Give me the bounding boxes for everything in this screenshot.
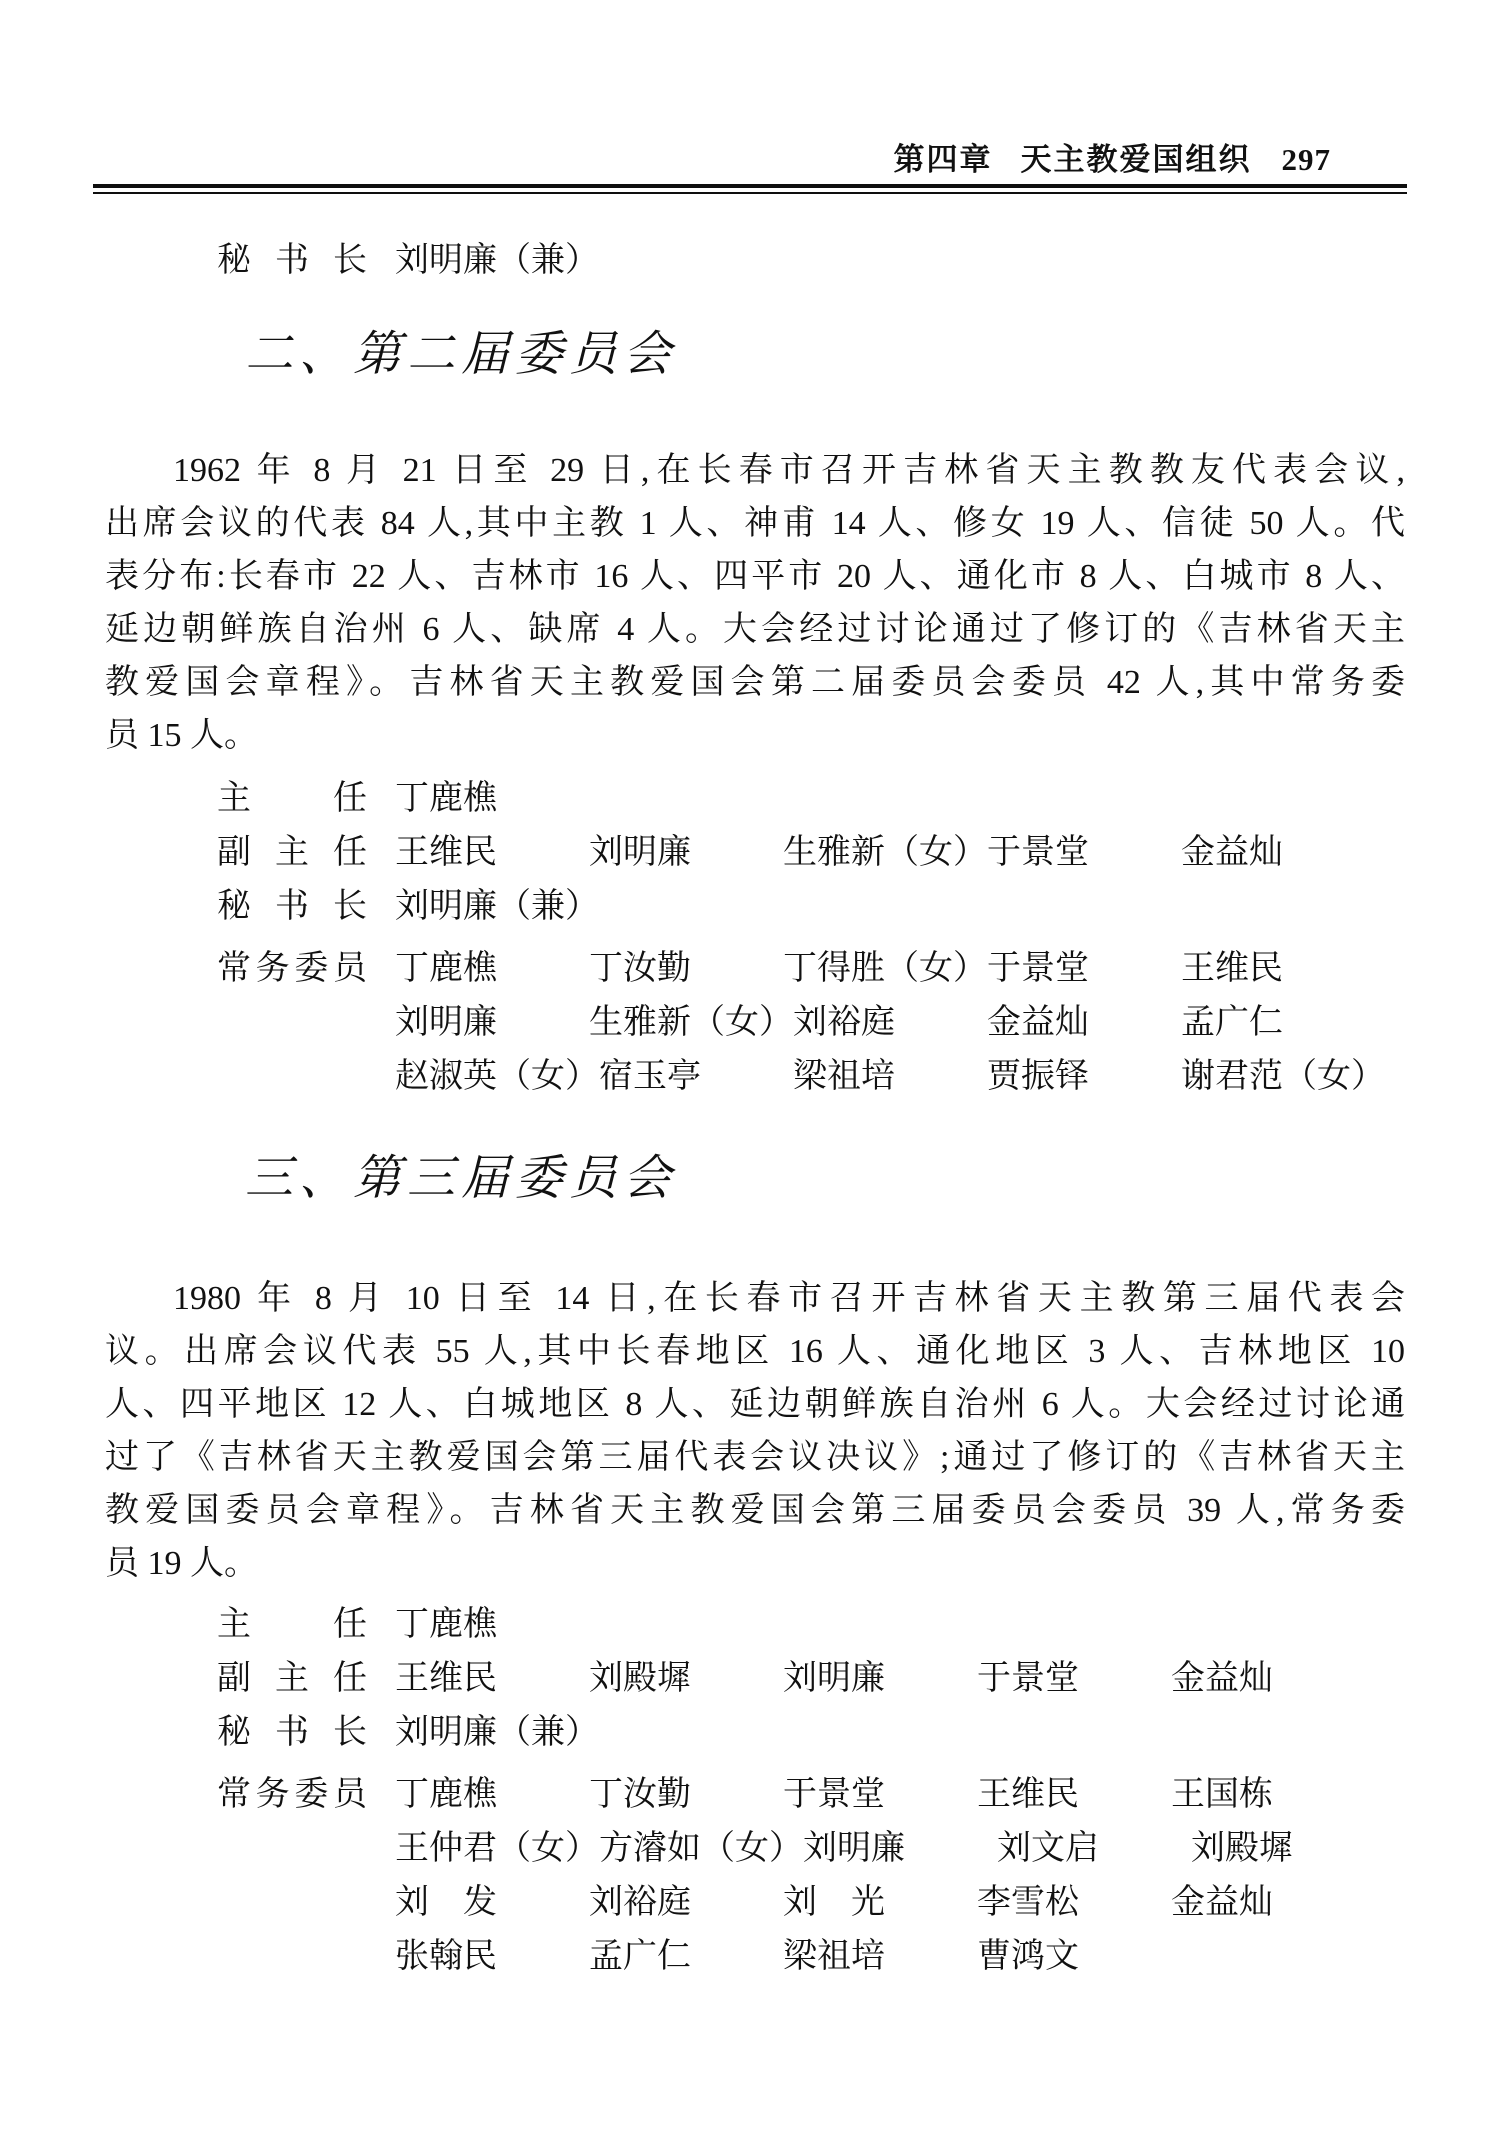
member-name: 丁鹿樵 [395, 1776, 497, 1813]
member-name: 刘明廉（兼） [395, 1714, 599, 1751]
member-name: 丁鹿樵 [395, 1606, 497, 1643]
member-name: 谢君范（女） [1181, 1058, 1385, 1095]
name-group [395, 826, 1375, 880]
member-name: 王国栋 [1171, 1776, 1273, 1813]
member-name: 于景堂 [987, 950, 1089, 987]
member-name: 丁汝勤 [589, 950, 691, 987]
list-row [105, 1822, 1405, 1876]
row-label: 主任 [217, 780, 367, 817]
paragraph-line: 表分布:长春市 22 人、吉林市 16 人、四平市 20 人、通化市 8 人、白城市 8 人、 [105, 558, 1405, 595]
list-row [105, 1876, 1405, 1930]
member-name: 刘文启 [997, 1830, 1099, 1867]
list-row [105, 942, 1405, 996]
name-group [395, 1876, 1365, 1930]
member-name: 刘殿墀 [1191, 1830, 1293, 1867]
sections-container [105, 324, 1405, 1984]
member-name: 刘明廉（兼） [395, 242, 599, 279]
paragraph-line: 人、四平地区 12 人、白城地区 8 人、延边朝鲜族自治州 6 人。大会经过讨论通 [105, 1386, 1405, 1423]
section [105, 324, 1405, 1104]
list-row [105, 996, 1405, 1050]
member-name: 刘明廉 [589, 834, 691, 871]
member-name: 王维民 [395, 1660, 497, 1697]
paragraph-line: 过了《吉林省天主教爱国会第三届代表会议决议》;通过了修订的《吉林省天主 [105, 1439, 1405, 1476]
member-name: 孟广仁 [1181, 1004, 1283, 1041]
member-name: 贾振铎 [987, 1058, 1089, 1095]
row-label: 主任 [217, 1606, 367, 1643]
paragraph-line: 教爱国会章程》。吉林省天主教爱国会第二届委员会委员 42 人,其中常务委 [105, 664, 1405, 701]
name-group [395, 234, 691, 288]
member-name: 刘 发 [395, 1884, 497, 1921]
list-row [105, 826, 1405, 880]
member-name: 于景堂 [783, 1776, 885, 1813]
member-name: 刘裕庭 [589, 1884, 691, 1921]
name-group [395, 1706, 599, 1760]
name-group [395, 1050, 1385, 1104]
member-name: 丁得胜（女） [783, 950, 987, 987]
member-name: 刘明廉 [783, 1660, 885, 1697]
paragraph [105, 1272, 1405, 1590]
header-page-number: 297 [1281, 142, 1331, 177]
member-name: 孟广仁 [589, 1938, 691, 1975]
header-title: 天主教爱国组织 [1020, 142, 1252, 177]
paragraph [105, 444, 1405, 762]
list-row [105, 1706, 1405, 1760]
member-name: 金益灿 [1171, 1660, 1273, 1697]
member-name: 于景堂 [977, 1660, 1079, 1697]
name-group [395, 772, 589, 826]
name-group [395, 942, 1375, 996]
row-label: 秘书长 [217, 242, 367, 279]
row-label: 常务委员 [217, 1776, 367, 1813]
member-name: 刘裕庭 [793, 1004, 895, 1041]
list-row [105, 1768, 1405, 1822]
member-name: 丁汝勤 [589, 1776, 691, 1813]
member-name: 王维民 [1181, 950, 1283, 987]
member-name: 梁祖培 [783, 1938, 885, 1975]
member-name: 金益灿 [987, 1004, 1089, 1041]
list-row [105, 880, 1405, 934]
paragraph-line: 员 19 人。 [105, 1545, 258, 1582]
paragraph-line: 教爱国委员会章程》。吉林省天主教爱国会第三届委员会委员 39 人,常务委 [105, 1492, 1405, 1529]
member-name: 刘明廉 [803, 1830, 905, 1867]
list-row [105, 1598, 1405, 1652]
name-group [395, 1768, 1365, 1822]
paragraph-line: 延边朝鲜族自治州 6 人、缺席 4 人。大会经过讨论通过了修订的《吉林省天主 [105, 611, 1405, 648]
member-name: 曹鸿文 [977, 1938, 1079, 1975]
row-label: 副主任 [217, 834, 367, 871]
member-name: 王仲君（女） [395, 1830, 599, 1867]
member-name: 刘明廉 [395, 1004, 497, 1041]
paragraph-line: 1980 年 8 月 10 日至 14 日,在长春市召开吉林省天主教第三届代表会 [173, 1280, 1405, 1317]
row-label: 秘书长 [217, 1714, 367, 1751]
member-name: 金益灿 [1171, 1884, 1273, 1921]
member-name: 梁祖培 [793, 1058, 895, 1095]
carryover-row [105, 234, 1405, 288]
name-group [395, 1822, 1385, 1876]
page-body [105, 0, 1405, 1984]
paragraph-line: 员 15 人。 [105, 717, 258, 754]
section [105, 1148, 1405, 1984]
member-name: 赵淑英（女） [395, 1058, 599, 1095]
list-row [105, 1930, 1405, 1984]
list-row [105, 772, 1405, 826]
committee-list [105, 772, 1405, 1104]
row-label [217, 1822, 367, 1876]
member-name: 金益灿 [1181, 834, 1283, 871]
member-name: 李雪松 [977, 1884, 1079, 1921]
paragraph-line: 议。出席会议代表 55 人,其中长春地区 16 人、通化地区 3 人、吉林地区 10 [105, 1333, 1405, 1370]
section-heading: 二、第二届委员会 [245, 328, 678, 381]
paragraph-line: 出席会议的代表 84 人,其中主教 1 人、神甫 14 人、修女 19 人、信徒 50 人。代 [105, 505, 1405, 542]
member-name: 宿玉亭 [599, 1058, 701, 1095]
row-label: 常务委员 [217, 950, 367, 987]
row-label [217, 1876, 367, 1930]
name-group [395, 996, 1375, 1050]
paragraph-line: 1962 年 8 月 21 日至 29 日,在长春市召开吉林省天主教教友代表会议, [173, 452, 1405, 489]
member-name: 于景堂 [987, 834, 1089, 871]
member-name: 王维民 [977, 1776, 1079, 1813]
list-row [105, 1652, 1405, 1706]
name-group [395, 880, 599, 934]
section-heading: 三、第三届委员会 [245, 1152, 678, 1205]
name-group [395, 1598, 589, 1652]
member-name: 方濬如（女） [599, 1830, 803, 1867]
member-name: 刘明廉（兼） [395, 888, 599, 925]
member-name: 丁鹿樵 [395, 780, 497, 817]
member-name: 刘殿墀 [589, 1660, 691, 1697]
member-name: 生雅新（女） [589, 1004, 793, 1041]
row-label [217, 996, 367, 1050]
committee-list [105, 1598, 1405, 1984]
row-label [217, 1050, 367, 1104]
header-chapter: 第四章 [893, 142, 993, 177]
row-label: 秘书长 [217, 888, 367, 925]
member-name: 张翰民 [395, 1938, 497, 1975]
member-name: 王维民 [395, 834, 497, 871]
row-label [217, 1930, 367, 1984]
member-name: 生雅新（女） [783, 834, 987, 871]
row-label: 副主任 [217, 1660, 367, 1697]
name-group [395, 1652, 1365, 1706]
member-name: 丁鹿樵 [395, 950, 497, 987]
list-row [105, 1050, 1405, 1104]
name-group [395, 1930, 1171, 1984]
member-name: 刘 光 [783, 1884, 885, 1921]
